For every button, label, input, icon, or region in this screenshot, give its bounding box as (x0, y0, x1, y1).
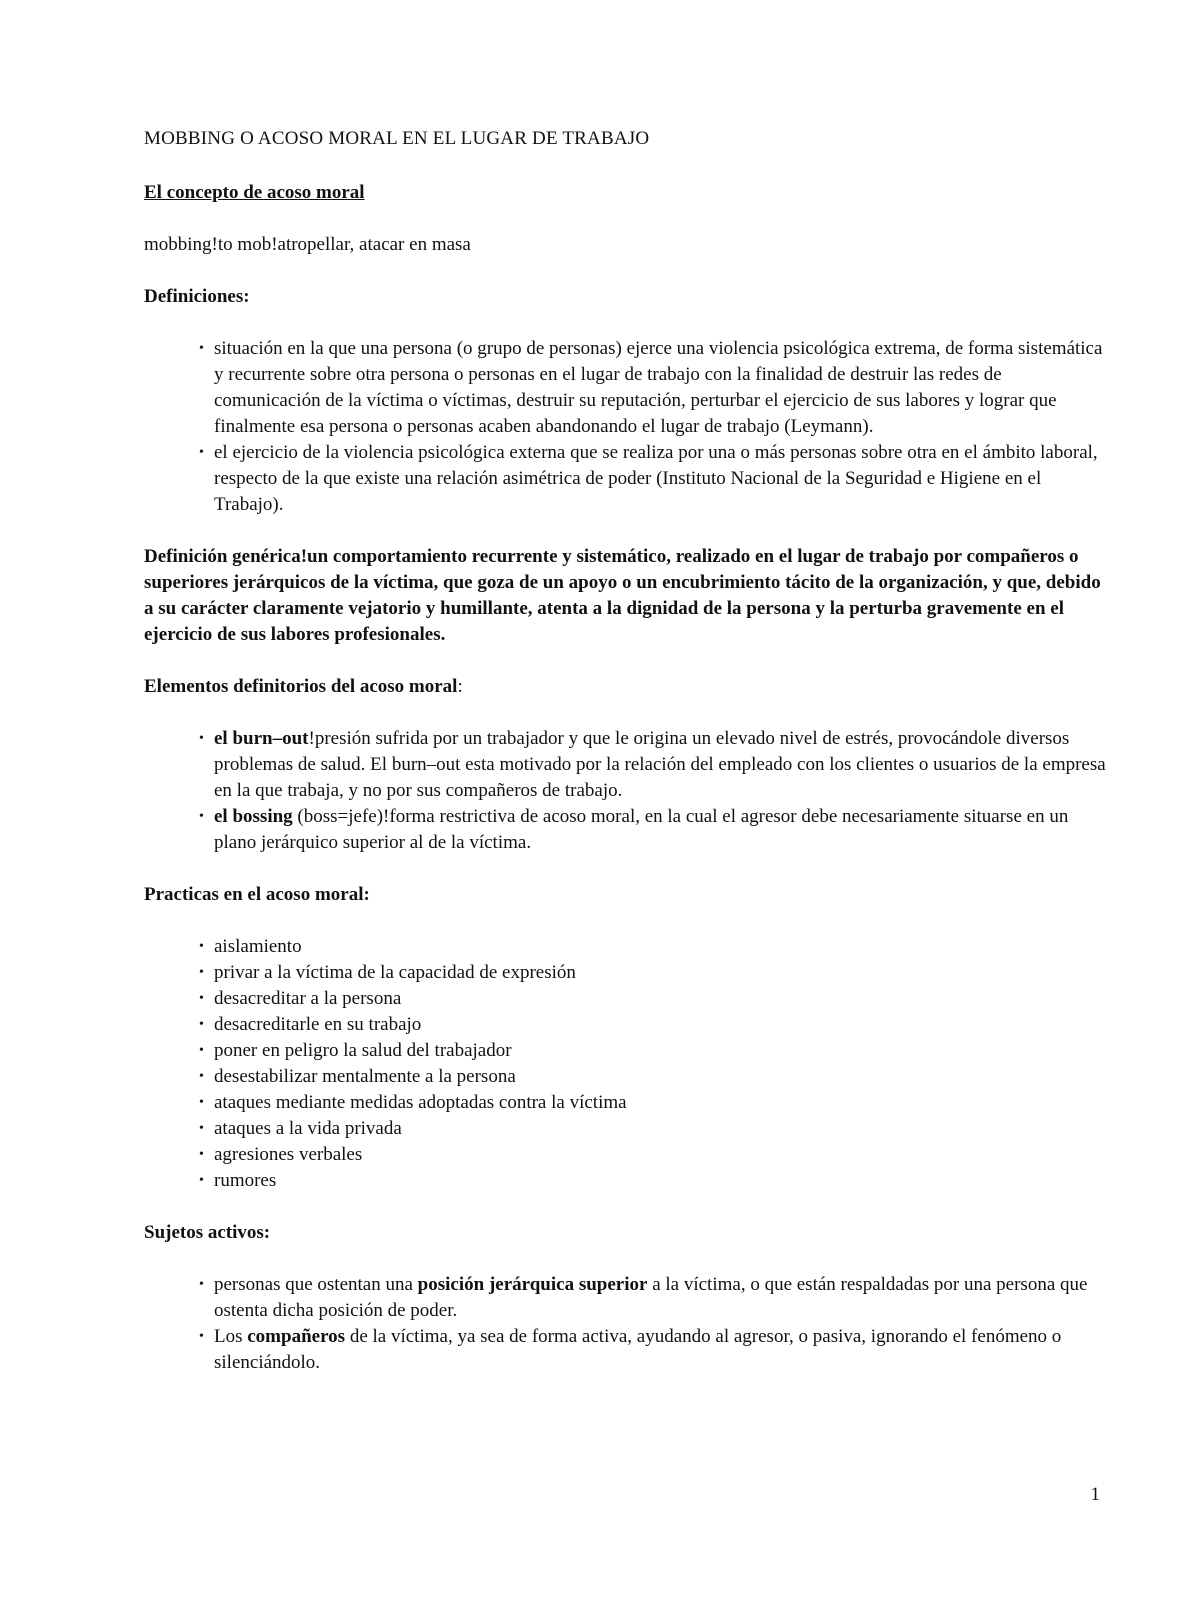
document-title: MOBBING O ACOSO MORAL EN EL LUGAR DE TRABAJO (144, 128, 650, 149)
subjects-heading: Sujetos activos: (144, 1222, 271, 1243)
bullet-icon: • (199, 1043, 204, 1058)
practice-text: poner en peligro la salud del trabajador (214, 1040, 512, 1061)
definitions-list (144, 336, 1110, 518)
practice-text: aislamiento (214, 936, 302, 957)
practice-text: ataques mediante medidas adoptadas contra la víctima (214, 1092, 627, 1113)
list-item (199, 1168, 1110, 1194)
page-number: 1 (1090, 1484, 1100, 1505)
definition-text: el ejercicio de la violencia psicológica externa que se realiza por una o más personas sobre otra en el ámbito laboral, respecto de la que existe una relación asimétrica de poder (Instituto Nacional de la Seguridad e Higiene en el Trabajo). (214, 442, 1098, 515)
bullet-icon: • (199, 809, 204, 824)
bullet-icon: • (199, 965, 204, 980)
subject-text-before: Los (214, 1326, 248, 1347)
definitions-heading: Definiciones: (144, 286, 250, 307)
list-item (199, 986, 1110, 1012)
subject-text-before: personas que ostentan una (214, 1274, 418, 1295)
list-item (199, 1272, 1110, 1324)
practice-text: agresiones verbales (214, 1144, 363, 1165)
list-item (199, 1142, 1110, 1168)
bullet-icon: • (199, 731, 204, 746)
subject-text-bold: posición jerárquica superior (417, 1274, 648, 1295)
list-item (199, 960, 1110, 986)
bullet-icon: • (199, 1277, 204, 1292)
list-item (199, 1090, 1110, 1116)
element-term: el bossing (214, 806, 293, 827)
bullet-icon: • (199, 341, 204, 356)
practice-text: ataques a la vida privada (214, 1118, 402, 1139)
bullet-icon: • (199, 445, 204, 460)
subject-text-after: de la víctima, ya sea de forma activa, ayudando al agresor, o pasiva, ignorando el fenómeno o silenciándolo. (214, 1326, 1062, 1373)
bullet-icon: • (199, 1069, 204, 1084)
bullet-icon: • (199, 1121, 204, 1136)
concept-heading: El concepto de acoso moral (144, 182, 365, 203)
list-item (199, 336, 1110, 440)
list-item (199, 1116, 1110, 1142)
practices-heading: Practicas en el acoso moral: (144, 884, 370, 905)
bullet-icon: • (199, 1095, 204, 1110)
practice-text: rumores (214, 1170, 277, 1191)
bullet-icon: • (199, 1017, 204, 1032)
list-item (199, 1012, 1110, 1038)
subjects-list (144, 1272, 1110, 1376)
list-item (199, 1064, 1110, 1090)
list-item (199, 934, 1110, 960)
practices-list (144, 934, 1110, 1194)
definition-text: situación en la que una persona (o grupo de personas) ejerce una violencia psicológica extrema, de forma sistemática y recurrente sobre otra persona o personas en el lugar de trabajo con la finalidad de destruir las redes de comunicación de la víctima o víctimas, destruir su reputación, perturbar el ejercicio de sus labores y lograr que finalmente esa persona o personas acaben abandonando el lugar de trabajo (Leymann). (214, 338, 1103, 437)
subject-text-after: a la víctima, o que están respaldadas por una persona que ostenta dicha posición de poder. (214, 1274, 1088, 1321)
practice-text: privar a la víctima de la capacidad de expresión (214, 962, 576, 983)
elements-heading-text: Elementos definitorios del acoso moral (144, 676, 458, 697)
elements-heading (144, 674, 1110, 700)
list-item (199, 440, 1110, 518)
generic-definition: Definición genérica!un comportamiento recurrente y sistemático, realizado en el lugar de trabajo por compañeros o superiores jerárquicos de la víctima, que goza de un apoyo o un encubrimiento tácito de la organización, y que, debido a su carácter claramente vejatorio y humillante, atenta a la dignidad de la persona y la perturba gravemente en el ejercicio de sus labores profesionales. (144, 546, 1101, 645)
bullet-icon: • (199, 991, 204, 1006)
list-item (199, 726, 1110, 804)
element-term: el burn–out (214, 728, 309, 749)
list-item (199, 1324, 1110, 1376)
bullet-icon: • (199, 1173, 204, 1188)
practice-text: desacreditar a la persona (214, 988, 402, 1009)
practice-text: desestabilizar mentalmente a la persona (214, 1066, 516, 1087)
bullet-icon: • (199, 1147, 204, 1162)
list-item (199, 804, 1110, 856)
element-text: (boss=jefe)!forma restrictiva de acoso moral, en la cual el agresor debe necesariamente situarse en un plano jerárquico superior al de la víctima. (214, 806, 1069, 853)
elements-heading-suffix: : (457, 676, 463, 697)
bullet-icon: • (199, 939, 204, 954)
bullet-icon: • (199, 1329, 204, 1344)
etymology-text: mobbing!to mob!atropellar, atacar en masa (144, 234, 471, 255)
element-text: !presión sufrida por un trabajador y que le origina un elevado nivel de estrés, provocándole diversos problemas de salud. El burn–out esta motivado por la relación del empleado con los clientes o usuarios de la empresa en la que trabaja, y no por sus compañeros de trabajo. (214, 728, 1106, 801)
subject-text-bold: compañeros (247, 1326, 346, 1347)
elements-list (144, 726, 1110, 856)
document-content (144, 126, 1110, 1376)
practice-text: desacreditarle en su trabajo (214, 1014, 422, 1035)
list-item (199, 1038, 1110, 1064)
